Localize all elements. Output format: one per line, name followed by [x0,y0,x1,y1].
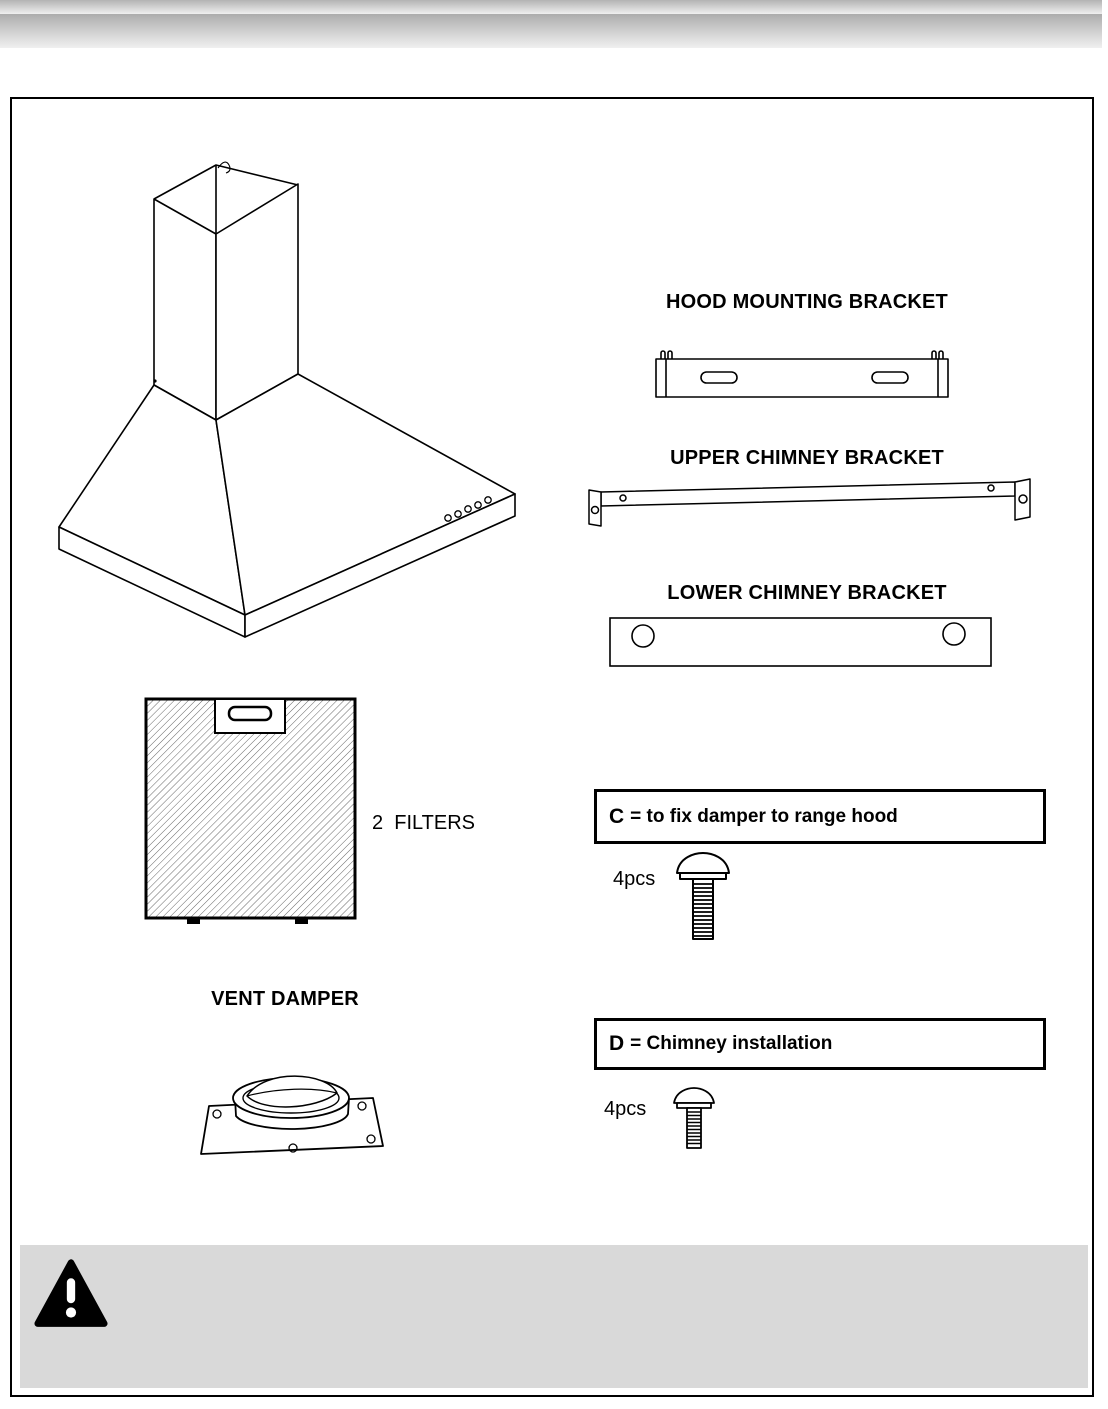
vent-damper-illustration [195,1030,390,1160]
decorative-header-bar-thin [0,0,1102,14]
callout-d-text: = Chimney installation [630,1033,833,1054]
upper-chimney-bracket-label: UPPER CHIMNEY BRACKET [670,447,944,469]
filter-illustration [143,696,358,926]
screw-d-icon [670,1086,718,1152]
filters-label: 2 FILTERS [372,812,475,834]
callout-c-quantity: 4pcs [613,868,656,890]
callout-d-quantity: 4pcs [604,1098,647,1120]
callout-c-text: = to fix damper to range hood [630,805,898,827]
screw-c-icon [672,851,734,946]
callout-d-box [594,1018,1046,1070]
range-hood-illustration [42,137,542,677]
hood-mounting-bracket-label: HOOD MOUNTING BRACKET [666,291,948,313]
upper-chimney-bracket-illustration [583,472,1033,552]
page-border [10,97,1094,1397]
lower-chimney-bracket-illustration [608,612,993,672]
callout-d-letter: D [609,1032,625,1055]
warning-band [20,1245,1088,1388]
hood-mounting-bracket-illustration [652,345,952,407]
warning-triangle-icon [34,1257,108,1331]
callout-c-letter: C [609,804,625,828]
lower-chimney-bracket-label: LOWER CHIMNEY BRACKET [667,582,947,604]
vent-damper-label: VENT DAMPER [211,988,359,1010]
callout-c-box [594,789,1046,844]
